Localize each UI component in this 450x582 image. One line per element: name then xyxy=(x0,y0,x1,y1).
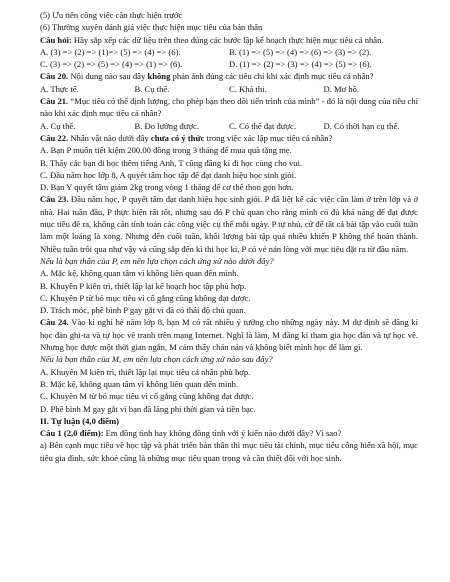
section-heading: II. Tự luận (4,0 điểm) xyxy=(40,415,120,426)
question-text: Em đồng tình hay không đồng tình với ý kiến nào dưới đây? Vì sao? xyxy=(103,428,342,439)
option-d: D. Bạn Y quyết tâm giảm 2kg trong vòng 1 tháng để cơ thể thon gọn hơn. xyxy=(40,182,294,193)
option-a: A. Thực tế. xyxy=(40,83,79,94)
option-c: C. Đầu năm học lớp 8, A quyết tâm học tập để đạt danh hiệu học sinh giỏi. xyxy=(40,169,297,180)
question-emphasis: chưa có ý thức xyxy=(150,132,205,143)
question-24 xyxy=(40,316,418,353)
option-b: B. Khuyên P kiên trì, thiết lập lại kế hoạch học tập phù hợp. xyxy=(40,280,247,291)
option-b: B. Đo lường được. xyxy=(134,120,199,131)
question-23-prompt: Nếu là bạn thân của P, em nên lựa chọn cách ứng xử nào dưới đây? xyxy=(40,255,274,266)
option-b: B. Thấy các bạn đi học thêm tiếng Anh, T cũng đăng kí đi học cùng cho vui. xyxy=(40,157,303,168)
option-c: C. Khả thi. xyxy=(229,83,267,94)
question-text: “Mục tiêu có thể định lượng, cho phép bạn theo dõi tiến trình của mình” - đó là nội dung của tiêu chí nào khi xác định mục tiêu cá nhân? xyxy=(40,96,418,119)
question-text: phản ánh đúng các tiêu chí khi xác định mục tiêu cá nhân? xyxy=(170,71,374,82)
question-20 xyxy=(40,70,418,82)
option-c: C. Khuyên M từ bỏ mục tiêu vì cố gắng cũng không đạt được. xyxy=(40,391,254,402)
option-d: D. Trách móc, phê bình P gay gắt vì đã có thái độ chủ quan. xyxy=(40,305,246,316)
question-label: Câu hỏi: xyxy=(40,34,72,45)
option-b: B. (1) => (5) => (4) => (6) => (3) => (2). xyxy=(229,46,372,57)
option-a: A. Khuyên M kiên trì, thiết lập lại mục tiêu cá nhân phù hợp. xyxy=(40,366,251,377)
option-a: A. Bạn P muốn tiết kiệm 200.00 đồng trong 3 tháng để mua quà tặng mẹ. xyxy=(40,145,292,156)
option-c: C. (3) => (2) => (5) => (4) => (1) => (6). xyxy=(40,59,183,70)
question-label: Câu 22. xyxy=(40,132,69,143)
question-arrange xyxy=(40,34,418,46)
question-20-options xyxy=(40,83,418,95)
question-21 xyxy=(40,95,418,120)
question-label: Câu 1 (2,0 điểm): xyxy=(40,428,104,439)
option-d: D. (1) => (2) => (3) => (4) => (5) => (6). xyxy=(229,59,372,70)
option-d: D. Mơ hồ. xyxy=(323,83,360,94)
option-a: A. Cụ thể. xyxy=(40,120,76,131)
essay-question-1 xyxy=(40,427,418,439)
question-text: Vào kì nghỉ hè năm lớp 8, bạn M có rất nhiều ý tưởng cho những ngày này. M dự định sẽ đăng kí học đàn ghi-ta và tự học vẽ tranh trên mạng Internet. Nghĩ là làm, M đăng kí tham gia học đàn và tự học vẽ. Nhưng học được một thời gian ngắn, M cảm thấy chán nản và không biết mình học để làm gì. xyxy=(40,317,418,353)
question-arrange-options xyxy=(40,46,418,71)
intro-line-5: (5) Ưu tiên công việc cần thực hiện trước xyxy=(40,10,183,20)
question-label: Câu 23. xyxy=(40,194,69,205)
question-23 xyxy=(40,193,418,254)
question-text: Đầu năm học, P quyết tâm đạt danh hiệu học sinh giỏi. P đã liệt kê các việc cần làm ở trên lớp và ở nhà. Hai tuần đầu, P thực hiện rất tốt, nhưng sau đó P chủ quan cho rằng mình có đủ khả năng để đạt được mục tiêu đề ra, không cần tính toán các công việc cụ thể mỗi ngày. P tự nhủ, cứ để tất cả bài tập vào cuối tuần làm một loáng là xong. Nhưng đến cuối tuần, khối lượng bài tập quá nhiều khiến P không thể hoàn thành. Nhiều tuần trôi qua như vậy và cũng sắp đến kì thi học kì, P có vẻ nản lòng với mục tiêu đặt ra từ đầu năm. xyxy=(40,194,418,254)
option-b: B. Cụ thể. xyxy=(134,83,170,94)
option-b: B. Mặc kệ, không quan tâm vì không liên quan đến mình. xyxy=(40,378,239,389)
option-c: C. Có thể đạt được. xyxy=(229,120,296,131)
option-d: D. Phê bình M gay gắt vì bạn đã lãng phí thời gian và tiền bạc. xyxy=(40,403,256,414)
question-22 xyxy=(40,132,418,144)
question-label: Câu 20. xyxy=(40,71,69,82)
essay-item-a: a) Bên cạnh mục tiêu về học tập và phát triển bản thân thì mục tiêu tài chính, mục tiêu cống hiến xã hội, mục tiêu gia đình, sức khoẻ cũng là những mục tiêu quan trọng và cần thiết đối với học sinh. xyxy=(40,440,418,463)
question-text: Nội dung nào sau đây xyxy=(68,71,148,82)
question-21-options xyxy=(40,120,418,132)
question-emphasis: không xyxy=(147,71,171,82)
intro-line-6: (6) Thường xuyên đánh giá việc thực hiện mục tiêu của bản thân xyxy=(40,22,263,33)
option-d: D. Có thời hạn cụ thể. xyxy=(323,120,400,131)
question-text: Hãy sắp xếp các dữ liệu trên theo đúng các bước lập kế hoạch thực hiện mục tiêu cá nhân. xyxy=(71,34,384,45)
question-text: Nhân vật nào dưới đây xyxy=(68,132,151,143)
question-label: Câu 24. xyxy=(40,317,69,328)
question-24-prompt: Nếu là bạn thân của M, em nên lựa chọn cách ứng xử nào sau đây? xyxy=(40,354,273,365)
question-text: trong việc xác lập mục tiêu cá nhân? xyxy=(204,132,333,143)
option-a: A. (3) => (2) => (1)=> (5) => (4) => (6). xyxy=(40,46,181,57)
option-c: C. Khuyên P từ bỏ mục tiêu vì cố gắng cũng không đạt được. xyxy=(40,292,251,303)
option-a: A. Mặc kệ, không quan tâm vì không liên quan đến mình. xyxy=(40,268,239,279)
question-label: Câu 21. xyxy=(40,96,69,107)
